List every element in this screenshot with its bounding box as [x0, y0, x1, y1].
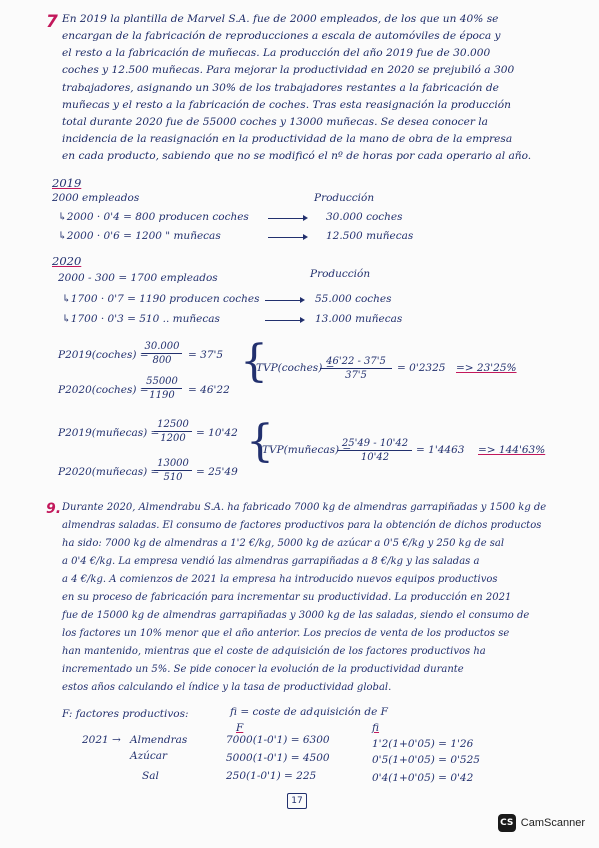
tvp-coches-fraction	[320, 356, 392, 381]
factors-label: F: factores productivos:	[62, 708, 189, 720]
problem-7-line: encargan de la fabricación de reproducciones a escala de automóviles de época y	[62, 30, 501, 42]
workers-munecas-2019: ↳2000 · 0'6 = 1200 " muñecas	[58, 230, 221, 242]
year-2020-heading: 2020	[52, 254, 82, 268]
p2020-munecas-fraction	[154, 458, 192, 483]
workers-coches-2020: ↳1700 · 0'7 = 1190 producen coches	[62, 293, 260, 305]
workers-coches-2019: ↳2000 · 0'4 = 800 producen coches	[58, 211, 249, 223]
tvp-munecas-fraction	[338, 438, 412, 463]
arrow-icon	[268, 218, 306, 219]
problem-9-line: a 0'4 €/kg. La empresa vendió las almendras garrapiñadas a 8 €/kg y las saladas a	[62, 556, 480, 567]
denominator: 1190	[149, 390, 175, 401]
p2019-munecas-fraction	[154, 419, 192, 444]
tvp-munecas-label: TVP(muñecas) =	[262, 444, 352, 456]
problem-9-line: Durante 2020, Almendrabu S.A. ha fabricado 7000 kg de almendras garrapiñadas y 1500 kg de	[62, 502, 547, 513]
factor-f-value: 250(1-0'1) = 225	[226, 770, 317, 782]
page-number: 17	[287, 793, 307, 809]
p2020-munecas-result: = 25'49	[196, 466, 238, 478]
numerator: 55000	[146, 376, 178, 387]
factor-f-value: 7000(1-0'1) = 6300	[226, 734, 330, 746]
p2020-coches-fraction	[142, 376, 182, 401]
tvp-munecas-final: => 144'63%	[478, 444, 546, 456]
production-coches-2019: 30.000 coches	[326, 211, 403, 223]
tvp-coches-final: => 23'25%	[456, 362, 517, 374]
problem-7-line: trabajadores, asignando un 30% de los trabajadores restantes a la fabricación de	[62, 82, 499, 94]
employees-2020: 2000 - 300 = 1700 empleados	[58, 272, 218, 284]
numerator: 46'22 - 37'5	[326, 356, 386, 367]
numerator: 25'49 - 10'42	[341, 438, 409, 449]
camscanner-watermark	[498, 814, 585, 832]
factor-name: Azúcar	[130, 750, 168, 762]
arrow-icon	[265, 300, 303, 301]
p2020-munecas-label: P2020(muñecas) =	[58, 466, 160, 478]
problem-9-line: incrementado un 5%. Se pide conocer la evolución de la productividad durante	[62, 664, 464, 675]
problem-9-number: 9.	[46, 501, 62, 517]
factor-fi-value: 1'2(1+0'05) = 1'26	[372, 738, 474, 750]
camscanner-brand: CamScanner	[520, 817, 585, 829]
production-coches-2020: 55.000 coches	[315, 293, 392, 305]
arrow-icon	[265, 320, 303, 321]
employees-2019: 2000 empleados	[52, 192, 140, 204]
arrow-icon	[268, 237, 306, 238]
problem-7-line: En 2019 la plantilla de Marvel S.A. fue de 2000 empleados, de los que un 40% se	[62, 13, 499, 25]
production-munecas-2019: 12.500 muñecas	[326, 230, 414, 242]
denominator: 510	[163, 472, 183, 483]
p2019-coches-result: = 37'5	[188, 349, 224, 361]
workers-munecas-2020: ↳1700 · 0'3 = 510 .. muñecas	[62, 313, 220, 325]
factors-year: 2021	[82, 734, 109, 746]
production-2020-label: Producción	[310, 268, 371, 280]
problem-9-line: los factores un 10% menor que el año anterior. Los precios de venta de los productos se	[62, 628, 510, 639]
problem-9-line: a 4 €/kg. A comienzos de 2021 la empresa ha introducido nuevos equipos productivos	[62, 574, 498, 585]
denominator: 800	[152, 355, 172, 366]
p2020-coches-result: = 46'22	[188, 384, 230, 396]
camscanner-logo-icon: CS	[498, 814, 516, 832]
p2019-munecas-label: P2019(muñecas) =	[58, 427, 160, 439]
production-munecas-2020: 13.000 muñecas	[315, 313, 403, 325]
numerator: 12500	[157, 419, 189, 430]
p2019-munecas-result: = 10'42	[196, 427, 238, 439]
factor-name: Almendras	[130, 734, 188, 746]
problem-7-line: en cada producto, sabiendo que no se modificó el nº de horas por cada operario al año.	[62, 150, 532, 162]
problem-9-line: en su proceso de fabricación para incrementar su productividad. La producción en 2021	[62, 592, 512, 603]
col-f-header: F	[236, 722, 244, 734]
tvp-coches-result: = 0'2325	[397, 362, 446, 374]
p2019-coches-fraction	[142, 341, 182, 366]
numerator: 30.000	[144, 341, 180, 352]
numerator: 13000	[157, 458, 189, 469]
problem-7-line: incidencia de la reasignación en la productividad de la mano de obra de la empresa	[62, 133, 513, 145]
problem-9-line: fue de 15000 kg de almendras garrapiñadas y 3000 kg de las saladas, siendo el consumo de	[62, 610, 530, 621]
factor-fi-value: 0'4(1+0'05) = 0'42	[372, 772, 474, 784]
factor-f-value: 5000(1-0'1) = 4500	[226, 752, 330, 764]
denominator: 10'42	[360, 452, 390, 463]
fi-definition: fi = coste de adquisición de F	[230, 706, 388, 718]
problem-9-line: estos años calculando el índice y la tasa de productividad global.	[62, 682, 392, 693]
problem-9-line: han mantenido, mientras que el coste de adquisición de los factores productivos ha	[62, 646, 486, 657]
problem-7-line: coches y 12.500 muñecas. Para mejorar la productividad en 2020 se prejubiló a 300	[62, 64, 515, 76]
p2019-coches-label: P2019(coches) =	[58, 349, 149, 361]
brace-icon: {	[246, 416, 274, 467]
factor-fi-value: 0'5(1+0'05) = 0'525	[372, 754, 480, 766]
col-fi-header: fi	[372, 722, 380, 734]
arrow-icon: →	[112, 734, 121, 746]
problem-7-number: 7	[46, 12, 58, 32]
tvp-coches-label: TVP(coches) =	[256, 362, 335, 374]
problem-7-line: total durante 2020 fue de 55000 coches y 13000 muñecas. Se desea conocer la	[62, 116, 488, 128]
production-2019-label: Producción	[314, 192, 375, 204]
problem-9-line: ha sido: 7000 kg de almendras a 1'2 €/kg, 5000 kg de azúcar a 0'5 €/kg y 250 kg de sal	[62, 538, 505, 549]
problem-7-line: el resto a la fabricación de muñecas. La producción del año 2019 fue de 30.000	[62, 47, 491, 59]
problem-7-line: muñecas y el resto a la fabricación de coches. Tras esta reasignación la producción	[62, 99, 511, 111]
problem-9-line: almendras saladas. El consumo de factores productivos para la obtención de dichos productos	[62, 520, 542, 531]
factor-name: Sal	[142, 770, 159, 782]
brace-icon: {	[240, 336, 268, 387]
year-2019-heading: 2019	[52, 176, 82, 190]
denominator: 37'5	[345, 370, 367, 381]
denominator: 1200	[160, 433, 186, 444]
p2020-coches-label: P2020(coches) =	[58, 384, 149, 396]
tvp-munecas-result: = 1'4463	[416, 444, 465, 456]
